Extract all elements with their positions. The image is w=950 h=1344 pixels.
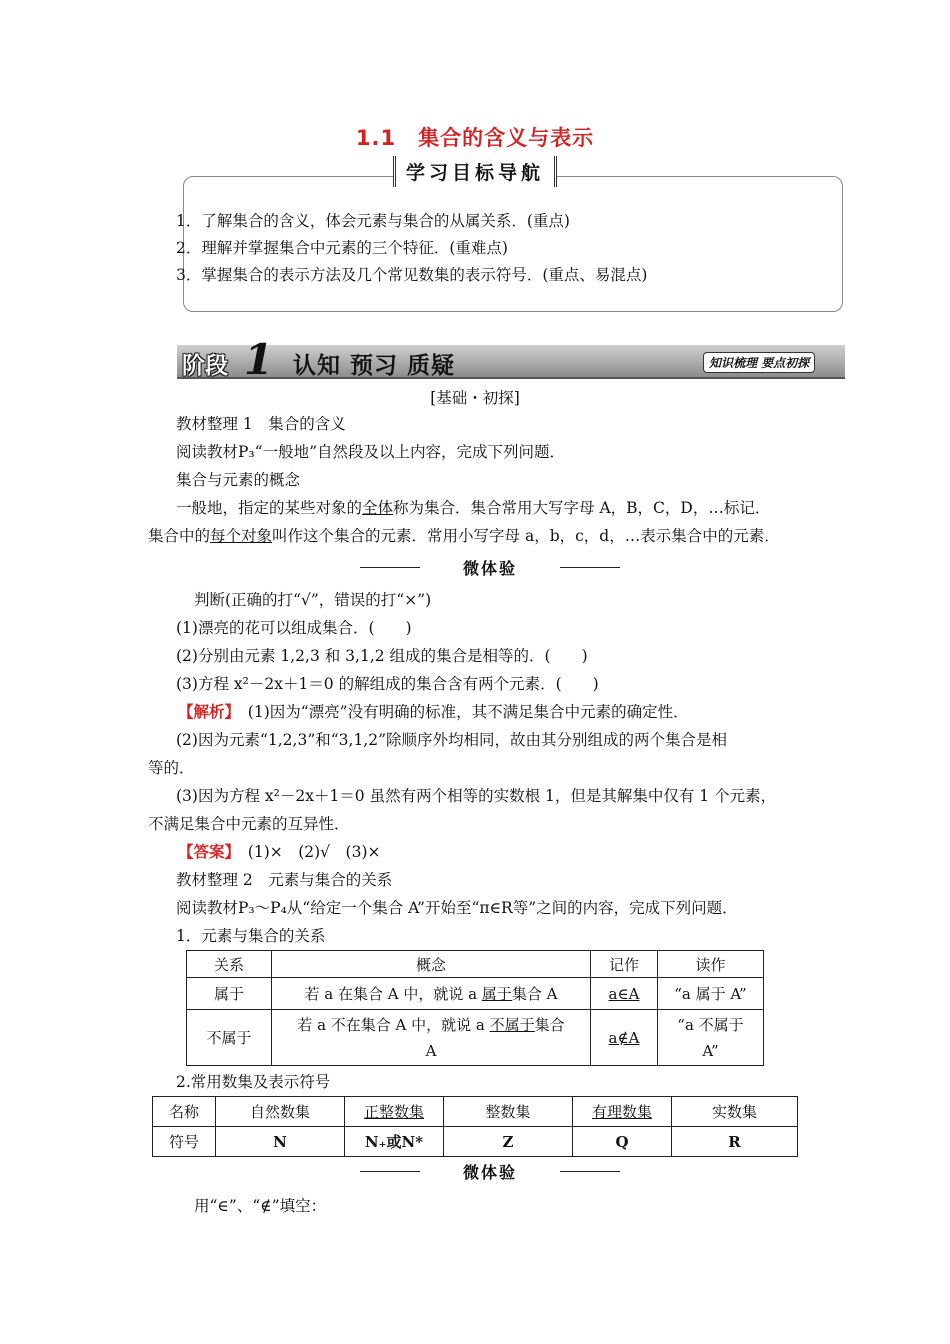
table-row: 符号 N N₊或N* Z Q R bbox=[153, 1127, 798, 1157]
exercise1-a2-line2: 等的． bbox=[148, 759, 195, 777]
micro-separator-1: 微体验 bbox=[360, 556, 620, 580]
objective-item: 3．掌握集合的表示方法及几个常见数集的表示符号．(重点、易混点) bbox=[176, 266, 648, 284]
exercise1-answer: 【答案】 (1)× (2)√ (3)× bbox=[178, 842, 381, 861]
section2-sub1: 1．元素与集合的关系 bbox=[176, 927, 326, 945]
objectives-header bbox=[0, 156, 950, 187]
section1-instruction: 阅读教材P₃“一般地”自然段及以上内容，完成下列问题． bbox=[176, 443, 565, 461]
exercise1-q3: (3)方程 x²－2x＋1＝0 的解组成的集合含有两个元素．( ) bbox=[176, 675, 599, 693]
stage-right-label: 认知 预习 质疑 bbox=[293, 352, 456, 379]
stage-left-label: 阶段 bbox=[182, 352, 228, 379]
page-title: 1.1 集合的含义与表示 bbox=[355, 126, 595, 150]
objective-item: 1．了解集合的含义，体会元素与集合的从属关系．(重点) bbox=[176, 212, 570, 230]
objectives-header-label: 学习目标导航 bbox=[393, 156, 557, 187]
analysis-tag: 【解析】 bbox=[178, 702, 233, 721]
section2-heading: 教材整理 2 元素与集合的关系 bbox=[176, 871, 393, 889]
table-row: 属于 若 a 在集合 A 中，就说 a 属于集合 A a∈A “a 属于 A” bbox=[187, 978, 764, 1010]
objective-item: 2．理解并掌握集合中元素的三个特征．(重难点) bbox=[176, 239, 508, 257]
concept-para1: 一般地，指定的某些对象的全体称为集合．集合常用大写字母 A，B，C，D，…标记． bbox=[176, 499, 771, 517]
section2-instruction: 阅读教材P₃～P₄从“给定一个集合 A”开始至“π∈R等”之间的内容，完成下列问题． bbox=[176, 899, 738, 917]
number-set-table bbox=[152, 1096, 798, 1157]
exercise2-prompt: 用“∈”、“∉”填空： bbox=[194, 1197, 327, 1215]
exercise1-a3-line2: 不满足集合中元素的互异性． bbox=[148, 815, 350, 833]
relation-table bbox=[186, 950, 764, 1066]
section2-sub2: 2.常用数集及表示符号 bbox=[176, 1073, 331, 1091]
stage-number: 1 bbox=[244, 335, 274, 384]
concept-title: 集合与元素的概念 bbox=[176, 471, 301, 489]
basics-label: [基础・初探] bbox=[430, 389, 520, 407]
exercise1-prompt: 判断(正确的打“√”，错误的打“×”) bbox=[194, 591, 432, 609]
exercise1-q2: (2)分别由元素 1,2,3 和 3,1,2 组成的集合是相等的．( ) bbox=[176, 647, 588, 665]
table-row: 关系 概念 记作 读作 bbox=[187, 951, 764, 978]
answer-tag: 【答案】 bbox=[178, 842, 233, 861]
objectives-list bbox=[176, 208, 836, 289]
micro-separator-2: 微体验 bbox=[360, 1160, 620, 1184]
exercise1-a3-line1: (3)因为方程 x²－2x＋1＝0 虽然有两个相等的实数根 1，但是其解集中仅有 1 个元素， bbox=[176, 787, 777, 805]
table-row: 名称 自然数集 正整数集 整数集 有理数集 实数集 bbox=[153, 1097, 798, 1127]
section1-heading: 教材整理 1 集合的含义 bbox=[176, 415, 346, 433]
exercise1-q1: (1)漂亮的花可以组成集合．( ) bbox=[176, 619, 412, 637]
exercise1-a2-line1: (2)因为元素“1,2,3”和“3,1,2”除顺序外均相同，故由其分别组成的两个集合是相 bbox=[176, 731, 728, 749]
exercise1-analysis: 【解析】 (1)因为“漂亮”没有明确的标准，其不满足集合中元素的确定性． bbox=[178, 702, 689, 721]
stage-tag: 知识梳理 要点初探 bbox=[703, 352, 815, 373]
concept-para2: 集合中的每个对象叫作这个集合的元素．常用小写字母 a，b，c，d，…表示集合中的元素． bbox=[148, 527, 780, 545]
table-row: 不属于 若 a 不在集合 A 中，就说 a 不属于集合 A a∉A “a 不属于 A” bbox=[187, 1010, 764, 1066]
